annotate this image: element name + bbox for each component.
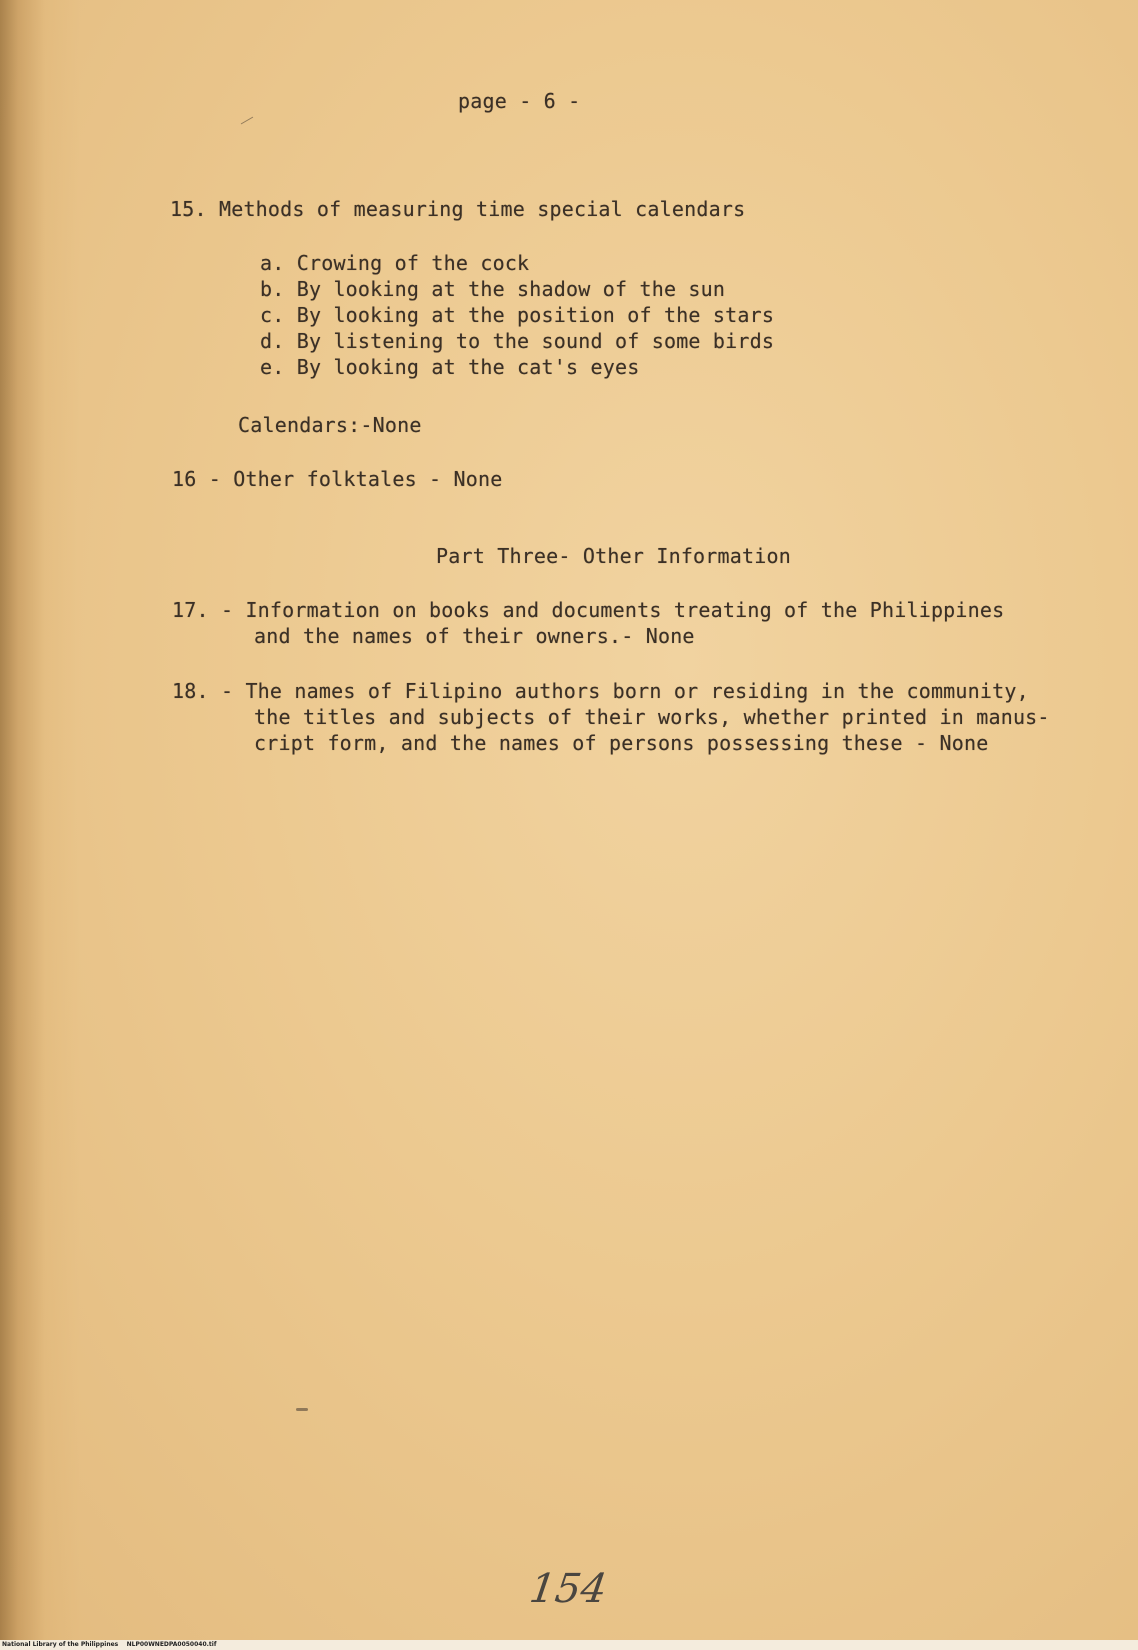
section-15-item-d: d. By listening to the sound of some birds (260, 329, 775, 353)
handwritten-page-number: 154 (526, 1566, 610, 1612)
section-18-line-2: the titles and subjects of their works, whether printed in manus- (254, 705, 1050, 729)
ink-speck (241, 117, 254, 125)
section-17-line-1: 17. - Information on books and documents treating of the Philippines (172, 598, 1005, 622)
section-18-line-3: cript form, and the names of persons possessing these - None (254, 731, 989, 755)
ink-speck (296, 1408, 308, 1411)
section-15-item-e: e. By looking at the cat's eyes (260, 355, 640, 379)
page-number: page - 6 - (458, 89, 581, 113)
footer-caption: National Library of the Philippines NLP00WNEDPA0050040.tif (2, 1641, 217, 1648)
part-three-heading: Part Three- Other Information (436, 544, 791, 568)
section-16: 16 - Other folktales - None (172, 467, 503, 491)
calendars-line: Calendars:-None (238, 413, 422, 437)
section-15-item-b: b. By looking at the shadow of the sun (260, 277, 726, 301)
section-15-title: 15. Methods of measuring time special calendars (170, 197, 746, 221)
section-15-item-a: a. Crowing of the cock (260, 251, 530, 275)
section-15-item-c: c. By looking at the position of the stars (260, 303, 775, 327)
section-18-line-1: 18. - The names of Filipino authors born or residing in the community, (172, 679, 1029, 703)
section-17-line-2: and the names of their owners.- None (254, 624, 695, 648)
